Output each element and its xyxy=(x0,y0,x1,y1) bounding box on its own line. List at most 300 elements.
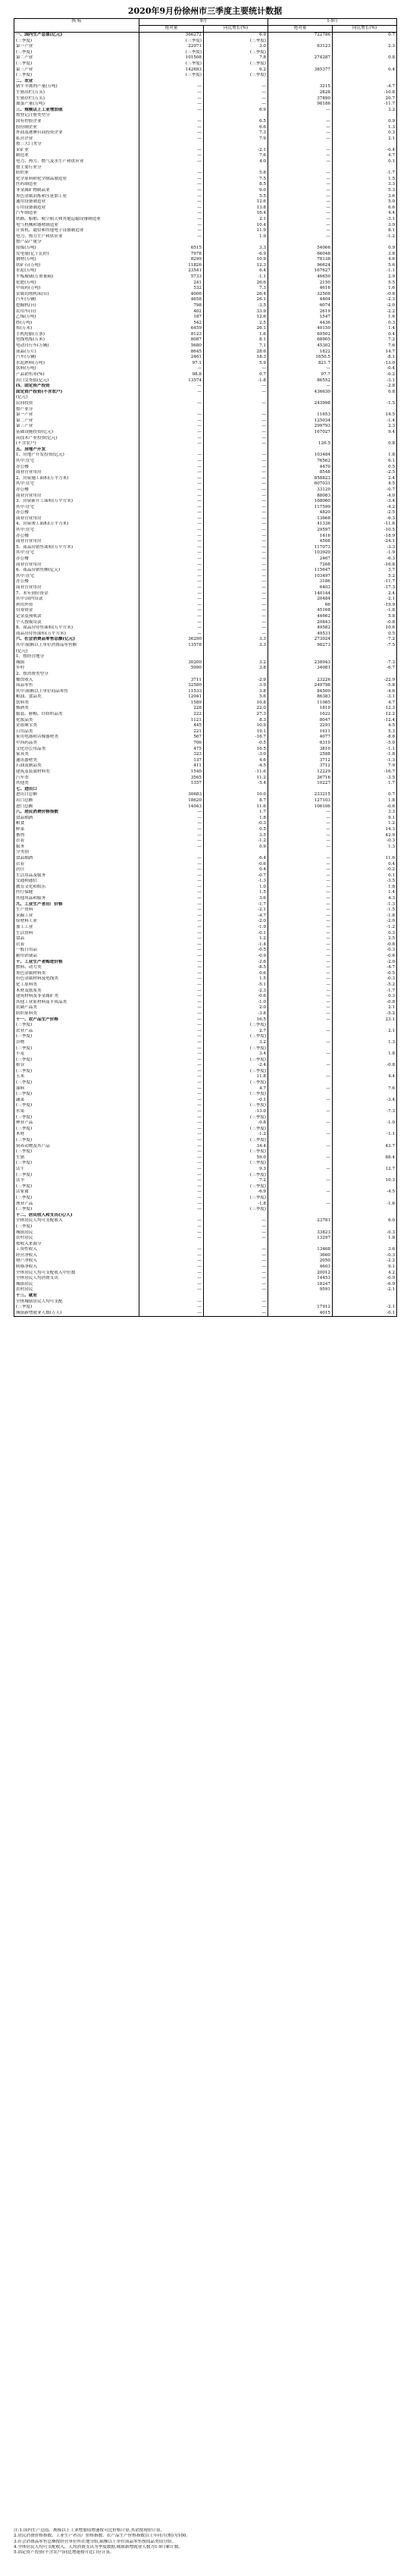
cumulative-value: — xyxy=(268,119,333,125)
table-row xyxy=(14,1276,397,1282)
month-value: — xyxy=(139,1058,204,1064)
indicator-name: 活家禽 xyxy=(14,1189,139,1196)
cumulative-yoy: 2.4 xyxy=(333,476,397,482)
indicator-name: 汽车制造业 xyxy=(14,211,139,217)
cumulative-yoy: -0.2 xyxy=(333,867,397,873)
month-value: — xyxy=(139,459,204,465)
month-yoy: — xyxy=(204,366,268,372)
table-row xyxy=(14,39,397,45)
cumulative-yoy: -1.4 xyxy=(333,418,397,425)
month-yoy: — xyxy=(204,1230,268,1236)
table-row xyxy=(14,315,397,321)
table-row xyxy=(14,337,397,343)
cumulative-yoy: -2.3 xyxy=(333,297,397,303)
month-value: (三季度) xyxy=(139,39,204,45)
cumulative-yoy: -1.5 xyxy=(333,401,397,407)
indicator-name: 谷物 xyxy=(14,1040,139,1046)
footnote: 3.社会消费品零售总额按经营单位所在地分组,限额以上单位商品零售按商品类值分组。 xyxy=(14,2539,177,2544)
table-row xyxy=(14,1127,397,1133)
table-row xyxy=(14,321,397,327)
month-yoy: — xyxy=(204,424,268,430)
cumulative-yoy: -6.3 xyxy=(333,516,397,522)
cumulative-yoy: -0.3 xyxy=(333,948,397,954)
indicator-name: 玉米 xyxy=(14,1074,139,1080)
indicator-name: 办公楼 xyxy=(14,510,139,516)
cumulative-yoy: -11.6 xyxy=(333,522,397,528)
month-yoy: 59.0 xyxy=(204,1155,268,1161)
cumulative-value xyxy=(268,1023,333,1029)
month-yoy xyxy=(204,1213,268,1219)
table-row xyxy=(14,798,397,804)
indicator-name: 第一产业 xyxy=(14,412,139,418)
cumulative-value: 4508 xyxy=(268,539,333,545)
cumulative-value: 115647 xyxy=(268,568,333,574)
table-row xyxy=(14,188,397,194)
cumulative-value: 2150 xyxy=(268,280,333,287)
month-value: — xyxy=(139,1230,204,1236)
cumulative-yoy xyxy=(333,395,397,401)
month-yoy: — xyxy=(204,90,268,96)
table-row xyxy=(14,1287,397,1293)
cumulative-yoy: -4.2 xyxy=(333,505,397,511)
month-value xyxy=(139,165,204,171)
cumulative-yoy: -16.8 xyxy=(333,563,397,569)
cumulative-yoy: 2.1 xyxy=(333,1029,397,1035)
cumulative-yoy: 5.5 xyxy=(333,280,397,287)
cumulative-value: 273024 xyxy=(268,637,333,643)
month-value: — xyxy=(139,1155,204,1161)
month-yoy xyxy=(204,165,268,171)
cumulative-yoy: -1.9 xyxy=(333,550,397,556)
cumulative-value: 17912 xyxy=(268,1305,333,1311)
month-value xyxy=(139,1293,204,1299)
table-row xyxy=(14,976,397,982)
table-row xyxy=(14,130,397,136)
cumulative-value xyxy=(268,79,333,85)
table-row xyxy=(14,585,397,591)
cumulative-value: 4603 xyxy=(268,1264,333,1271)
month-yoy: — xyxy=(204,390,268,396)
indicator-name: 商业营业用房 xyxy=(14,563,139,569)
month-yoy: -6.9 xyxy=(204,1189,268,1196)
indicator-name: 城镇新增就业人数(万人) xyxy=(14,1311,139,1317)
table-row xyxy=(14,625,397,631)
cumulative-value: 45168 xyxy=(268,608,333,614)
cumulative-value xyxy=(268,1103,333,1109)
cumulative-yoy: 0.4 xyxy=(333,332,397,338)
indicator-name: 制造业 xyxy=(14,153,139,159)
cumulative-value: 33120 xyxy=(268,487,333,494)
indicator-name: 其中:国内贷款 xyxy=(14,597,139,603)
cumulative-value: 20484 xyxy=(268,597,333,603)
month-value: — xyxy=(139,1023,204,1029)
cumulative-value: 86383 xyxy=(268,694,333,700)
month-value: — xyxy=(139,1287,204,1293)
cumulative-yoy: -3.5 xyxy=(333,879,397,885)
table-row xyxy=(14,706,397,712)
month-yoy: 0.9 xyxy=(204,845,268,851)
table-row xyxy=(14,550,397,556)
month-value: — xyxy=(139,424,204,430)
table-row xyxy=(14,459,397,465)
cumulative-yoy: -2.2 xyxy=(333,309,397,315)
month-value: — xyxy=(139,614,204,620)
table-row xyxy=(14,228,397,234)
cumulative-yoy xyxy=(333,1149,397,1155)
indicator-name: 烟酒类 xyxy=(14,706,139,712)
month-value: — xyxy=(139,494,204,500)
month-value: — xyxy=(139,487,204,494)
cumulative-value: — xyxy=(268,125,333,131)
cumulative-value: 49531 xyxy=(268,631,333,638)
month-value: 22071 xyxy=(139,44,204,50)
indicator-name: 七、进出口 xyxy=(14,787,139,793)
cumulative-yoy: -1.3 xyxy=(333,902,397,908)
table-row xyxy=(14,1311,397,1317)
table-row xyxy=(14,177,397,183)
cumulative-yoy: 2.1 xyxy=(333,136,397,143)
cumulative-yoy: 3.6 xyxy=(333,194,397,200)
month-value: — xyxy=(139,182,204,188)
table-row xyxy=(14,1051,397,1058)
cumulative-value: — xyxy=(268,1178,333,1184)
table-row xyxy=(14,763,397,769)
cumulative-value: — xyxy=(268,989,333,995)
month-yoy: 11.9 xyxy=(204,228,268,234)
cumulative-yoy: 7.9 xyxy=(333,763,397,769)
cumulative-yoy: 3.6 xyxy=(333,1247,397,1253)
month-yoy xyxy=(204,649,268,655)
month-yoy: — xyxy=(204,563,268,569)
cumulative-value: — xyxy=(268,902,333,908)
month-yoy: — xyxy=(204,436,268,442)
cumulative-value: — xyxy=(268,1074,333,1080)
month-yoy: 3.3 xyxy=(204,637,268,643)
header-cumulative-group: 1-9月 xyxy=(268,19,397,26)
cumulative-value: — xyxy=(268,188,333,194)
cumulative-value: 103920 xyxy=(268,550,333,556)
indicator-name: (三季度) xyxy=(14,1103,139,1109)
cumulative-value: — xyxy=(268,954,333,960)
cumulative-yoy: 0.3 xyxy=(333,130,397,136)
indicator-name: 其中:住宅 xyxy=(14,481,139,487)
table-row xyxy=(14,954,397,960)
cumulative-yoy: -3.1 xyxy=(333,378,397,384)
indicator-name: 办公楼 xyxy=(14,556,139,563)
month-value: — xyxy=(139,1184,204,1190)
month-value: — xyxy=(139,1000,204,1006)
table-row xyxy=(14,96,397,102)
indicator-name: 加工工业 xyxy=(14,925,139,931)
cumulative-yoy: 0.5 xyxy=(333,465,397,471)
month-yoy: — xyxy=(204,102,268,108)
cumulative-value: 243998 xyxy=(268,401,333,407)
month-value: 1357 xyxy=(139,781,204,787)
month-yoy: — xyxy=(204,1305,268,1311)
month-value: — xyxy=(139,516,204,522)
month-yoy: (三季度) xyxy=(204,1196,268,1202)
month-yoy: -3.8 xyxy=(204,1011,268,1017)
cumulative-value: — xyxy=(268,942,333,948)
cumulative-value xyxy=(268,1058,333,1064)
cumulative-value: — xyxy=(268,833,333,839)
cumulative-yoy: -0.8 xyxy=(333,620,397,626)
table-row xyxy=(14,1144,397,1150)
month-yoy: 5.5 xyxy=(204,194,268,200)
month-value: 532 xyxy=(139,286,204,292)
cumulative-yoy: -5.2 xyxy=(333,1011,397,1017)
month-yoy: — xyxy=(204,453,268,459)
table-row xyxy=(14,326,397,332)
indicator-name: 按产品产量分 xyxy=(14,240,139,246)
month-value: — xyxy=(139,390,204,396)
cumulative-value: — xyxy=(268,171,333,177)
cumulative-value xyxy=(268,1115,333,1121)
cumulative-value: 8047 xyxy=(268,718,333,724)
cumulative-value: 4015 xyxy=(268,1311,333,1317)
table-row xyxy=(14,309,397,315)
table-row xyxy=(14,579,397,585)
indicator-name: 六、社会消费品零售总额(亿元) xyxy=(14,637,139,643)
cumulative-value: — xyxy=(268,194,333,200)
month-yoy: — xyxy=(204,568,268,574)
month-value: — xyxy=(139,1103,204,1109)
indicator-name: 有色金属材料及电线类 xyxy=(14,976,139,982)
indicator-name: (三季度) xyxy=(14,1115,139,1121)
table-row xyxy=(14,867,397,873)
month-yoy: 1.7 xyxy=(204,810,268,816)
cumulative-yoy xyxy=(333,1058,397,1064)
month-yoy: 0.7 xyxy=(204,372,268,378)
cumulative-yoy: 12.2 xyxy=(333,712,397,718)
table-row xyxy=(14,1224,397,1230)
table-row xyxy=(14,776,397,782)
indicator-name: 全体城镇居民人均可支配 xyxy=(14,1299,139,1305)
month-value: 3711 xyxy=(139,678,204,684)
month-yoy: (三季度) xyxy=(204,1207,268,1213)
month-yoy: 6.5 xyxy=(204,119,268,125)
cumulative-yoy xyxy=(333,649,397,655)
table-row xyxy=(14,384,397,390)
cumulative-value: — xyxy=(268,1040,333,1046)
table-row xyxy=(14,61,397,67)
month-yoy: 1.5 xyxy=(204,890,268,896)
month-yoy: 2.0 xyxy=(204,1005,268,1011)
table-row xyxy=(14,1293,397,1299)
indicator-name: 城镇居民 xyxy=(14,1282,139,1288)
month-yoy: — xyxy=(204,579,268,585)
cumulative-yoy: -10.8 xyxy=(333,90,397,96)
cumulative-yoy: 11.6 xyxy=(333,856,397,862)
cumulative-yoy: 0.3 xyxy=(333,994,397,1000)
cumulative-yoy xyxy=(333,1224,397,1230)
month-value: — xyxy=(139,856,204,862)
indicator-name: (三季度) xyxy=(14,1046,139,1052)
month-yoy: 26.1 xyxy=(204,297,268,303)
table-row xyxy=(14,211,397,217)
table-row xyxy=(14,683,397,689)
month-yoy: -2.6 xyxy=(204,960,268,966)
cumulative-value: 2467 xyxy=(268,556,333,563)
table-row xyxy=(14,827,397,833)
indicator-name: 电动自行车(万辆) xyxy=(14,343,139,349)
month-yoy: -0.3 xyxy=(204,821,268,827)
header-month-yoy: 同比增长(%) xyxy=(204,26,268,33)
month-value: — xyxy=(139,1311,204,1317)
table-row xyxy=(14,1058,397,1064)
month-yoy: 2.1 xyxy=(204,217,268,223)
month-value: — xyxy=(139,620,204,626)
cumulative-value: 32508 xyxy=(268,292,333,298)
indicator-name: 粮食 xyxy=(14,821,139,827)
month-yoy: 16.4 xyxy=(204,211,268,217)
month-value: — xyxy=(139,217,204,223)
table-row xyxy=(14,741,397,747)
table-row xyxy=(14,960,397,966)
cumulative-yoy: -0.8 xyxy=(333,942,397,948)
table-row xyxy=(14,637,397,643)
month-yoy: 13.8 xyxy=(204,205,268,212)
month-yoy: 3.4 xyxy=(204,1051,268,1058)
cumulative-yoy: 1.6 xyxy=(333,286,397,292)
month-yoy: — xyxy=(204,481,268,487)
cumulative-yoy: 0.7 xyxy=(333,33,397,39)
table-row xyxy=(14,534,397,540)
month-value: — xyxy=(139,873,204,879)
month-yoy: -1.4 xyxy=(204,942,268,948)
cumulative-yoy: 4.5 xyxy=(333,723,397,729)
indicator-name: 专用设备制造业 xyxy=(14,205,139,212)
indicator-name: 按三大门类分 xyxy=(14,142,139,148)
table-row xyxy=(14,55,397,61)
cumulative-yoy: -0.3 xyxy=(333,1230,397,1236)
indicator-name: 食品烟酒 xyxy=(14,816,139,822)
indicator-name: 商业营业用房 xyxy=(14,494,139,500)
table-row xyxy=(14,735,397,741)
indicator-name: 生活资料 xyxy=(14,931,139,937)
cumulative-yoy: -6.7 xyxy=(333,666,397,672)
month-value: 36290 xyxy=(139,637,204,643)
indicator-name: 生猪 xyxy=(14,1155,139,1161)
month-value: — xyxy=(139,1034,204,1040)
footnote: 4.全体居民人均可支配收入、人均消费支出为季度数据,城镇新增就业人数为1-9月累计数。 xyxy=(14,2544,183,2549)
indicator-name: 食品烟酒 xyxy=(14,856,139,862)
month-yoy: (三季度) xyxy=(204,1046,268,1052)
month-yoy: 26.4 xyxy=(204,292,268,298)
cumulative-value: 117073 xyxy=(268,545,333,551)
month-yoy: 3.9 xyxy=(204,683,268,689)
month-value: 13578 xyxy=(139,643,204,649)
cumulative-value xyxy=(268,39,333,45)
month-yoy: — xyxy=(204,528,268,534)
month-yoy: (三季度) xyxy=(204,1034,268,1040)
cumulative-value: — xyxy=(268,153,333,159)
cumulative-value xyxy=(268,1207,333,1213)
table-row xyxy=(14,1230,397,1236)
indicator-name: 原材料工业 xyxy=(14,919,139,925)
indicator-name: 基础设施投资(亿元) xyxy=(14,430,139,436)
cumulative-value: 4616 xyxy=(268,286,333,292)
cumulative-value xyxy=(268,407,333,413)
indicator-name: 进口总额 xyxy=(14,804,139,810)
month-value: — xyxy=(139,942,204,948)
indicator-name: 化妆品类 xyxy=(14,718,139,724)
month-yoy: 5.8 xyxy=(204,171,268,177)
cumulative-yoy: 0.9 xyxy=(333,119,397,125)
month-yoy: (三季度) xyxy=(204,1138,268,1144)
table-row xyxy=(14,752,397,758)
month-value: — xyxy=(139,885,204,891)
cumulative-value: — xyxy=(268,1120,333,1127)
table-row xyxy=(14,608,397,614)
indicator-name: 医药制造业 xyxy=(14,182,139,188)
table-row xyxy=(14,268,397,274)
indicator-name: 汽车(万辆) xyxy=(14,297,139,303)
month-value: — xyxy=(139,1178,204,1184)
cumulative-yoy: -0.6 xyxy=(333,954,397,960)
cumulative-yoy xyxy=(333,407,397,413)
indicator-name: (三季度) xyxy=(14,1138,139,1144)
table-row xyxy=(14,620,397,626)
cumulative-value: — xyxy=(268,879,333,885)
cumulative-yoy: 2.4 xyxy=(333,591,397,597)
month-value: — xyxy=(139,366,204,372)
month-value: — xyxy=(139,194,204,200)
table-row xyxy=(14,153,397,159)
cumulative-yoy xyxy=(333,1080,397,1086)
indicator-name: (三季度) xyxy=(14,1127,139,1133)
table-row xyxy=(14,280,397,287)
indicator-name: 渔业产品 xyxy=(14,1202,139,1208)
month-yoy: -0.6 xyxy=(204,862,268,868)
table-row xyxy=(14,349,397,356)
cumulative-value: — xyxy=(268,1189,333,1196)
table-row xyxy=(14,769,397,776)
table-row xyxy=(14,441,397,447)
cumulative-value: 3712 xyxy=(268,763,333,769)
table-row xyxy=(14,700,397,707)
month-yoy: -3.0 xyxy=(204,752,268,758)
table-row xyxy=(14,694,397,700)
cumulative-yoy: 12.3 xyxy=(333,706,397,712)
month-value: — xyxy=(139,810,204,816)
cumulative-yoy: 6.0 xyxy=(333,1218,397,1224)
indicator-name: 十三、就业 xyxy=(14,1293,139,1299)
month-yoy: -0.6 xyxy=(204,994,268,1000)
month-yoy: — xyxy=(204,494,268,500)
cumulative-value xyxy=(268,1299,333,1305)
cumulative-yoy: 23.1 xyxy=(333,1017,397,1023)
month-value: — xyxy=(139,119,204,125)
month-value: — xyxy=(139,914,204,920)
indicator-name: 产品销售率(%) xyxy=(14,372,139,378)
month-yoy: — xyxy=(204,1311,268,1317)
month-value xyxy=(139,672,204,678)
table-row xyxy=(14,332,397,338)
cumulative-value: 84500 xyxy=(268,689,333,695)
month-yoy: — xyxy=(204,614,268,620)
month-yoy: -0.1 xyxy=(204,931,268,937)
table-body xyxy=(14,33,397,1317)
month-yoy: — xyxy=(204,401,268,407)
month-value: 13574 xyxy=(139,378,204,384)
cumulative-yoy: 1.4 xyxy=(333,326,397,332)
month-yoy: — xyxy=(204,556,268,563)
month-yoy: 18.3 xyxy=(204,355,268,361)
month-yoy: 3.2 xyxy=(204,1040,268,1046)
month-value xyxy=(139,395,204,401)
table-row xyxy=(14,246,397,252)
